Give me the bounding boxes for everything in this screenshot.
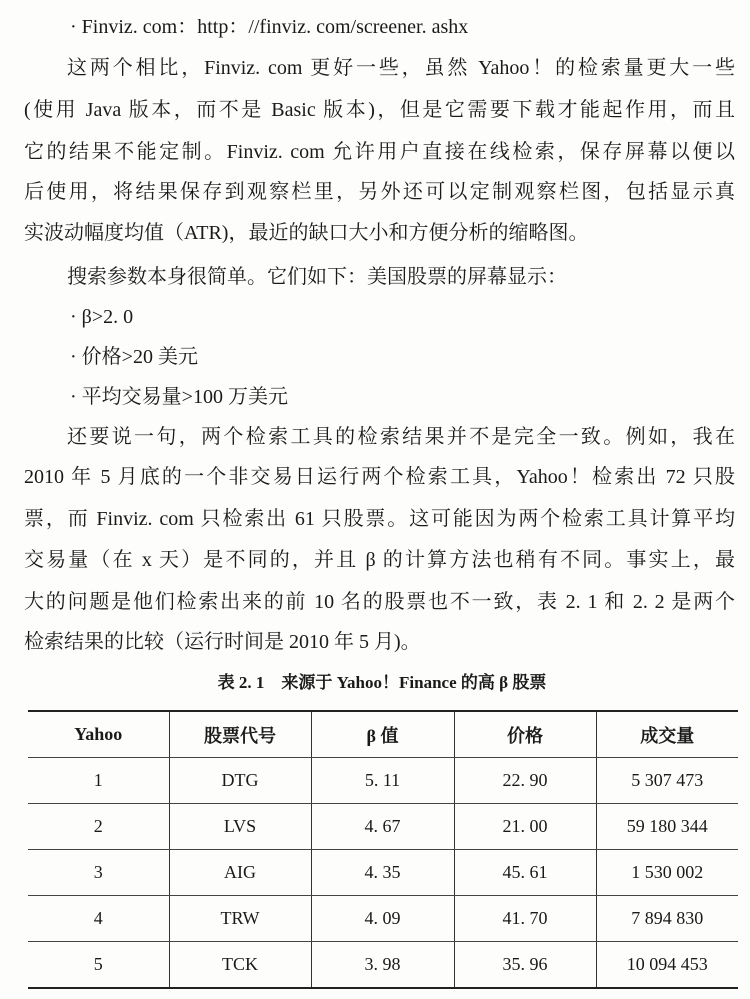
header-yahoo: Yahoo (28, 711, 169, 758)
table-row (28, 758, 738, 804)
cell-volume: 5 307 473 (596, 758, 738, 804)
cell-volume: 1 530 002 (596, 850, 738, 896)
cell-rank: 4 (28, 896, 169, 942)
cell-ticker: AIG (169, 850, 311, 896)
cell-ticker: TCK (169, 942, 311, 989)
cell-beta: 4. 35 (311, 850, 454, 896)
header-ticker: 股票代号 (169, 711, 311, 758)
table-header-row (28, 711, 738, 758)
table-row (28, 850, 738, 896)
table-row (28, 804, 738, 850)
cell-price: 22. 90 (454, 758, 596, 804)
url-bullet: · Finviz. com：http：//finviz. com/screener. ashx (70, 16, 469, 38)
cell-price: 35. 96 (454, 942, 596, 989)
paragraph-line: 2010 年 5 月底的一个非交易日运行两个检索工具，Yahoo！检索出 72 只股 (24, 466, 735, 488)
cell-rank: 3 (28, 850, 169, 896)
cell-beta: 4. 67 (311, 804, 454, 850)
paragraph-line: 实波动幅度均值（ATR)，最近的缺口大小和方便分析的缩略图。 (24, 222, 589, 244)
paragraph-line: (使用 Java 版本，而不是 Basic 版本)，但是它需要下载才能起作用，而且 (24, 99, 735, 121)
table-caption: 表 2. 1 来源于 Yahoo！Finance 的高 β 股票 (217, 673, 547, 692)
cell-rank: 1 (28, 758, 169, 804)
criteria-item: · 平均交易量>100 万美元 (70, 386, 288, 408)
criteria-item: · β>2. 0 (70, 306, 134, 328)
cell-volume: 10 094 453 (596, 942, 738, 989)
table-row (28, 896, 738, 942)
cell-beta: 3. 98 (311, 942, 454, 989)
cell-price: 45. 61 (454, 850, 596, 896)
paragraph-line: 交易量（在 x 天）是不同的，并且 β 的计算方法也稍有不同。事实上，最 (24, 549, 735, 571)
cell-beta: 5. 11 (311, 758, 454, 804)
cell-ticker: LVS (169, 804, 311, 850)
cell-rank: 5 (28, 942, 169, 989)
cell-volume: 7 894 830 (596, 896, 738, 942)
paragraph-line: 还要说一句，两个检索工具的检索结果并不是完全一致。例如，我在 (67, 426, 735, 448)
cell-price: 41. 70 (454, 896, 596, 942)
header-price: 价格 (454, 711, 596, 758)
cell-beta: 4. 09 (311, 896, 454, 942)
criteria-item: · 价格>20 美元 (70, 346, 198, 368)
paragraph-line: 大的问题是他们检索出来的前 10 名的股票也不一致，表 2. 1 和 2. 2 是两个 (24, 591, 735, 613)
header-beta: β 值 (311, 711, 454, 758)
paragraph-line: 这两个相比，Finviz. com 更好一些，虽然 Yahoo！的检索量更大一些 (67, 57, 735, 79)
cell-ticker: DTG (169, 758, 311, 804)
paragraph-line: 搜索参数本身很简单。它们如下：美国股票的屏幕显示： (67, 266, 567, 288)
header-volume: 成交量 (596, 711, 738, 758)
cell-ticker: TRW (169, 896, 311, 942)
cell-volume: 59 180 344 (596, 804, 738, 850)
cell-rank: 2 (28, 804, 169, 850)
table-row (28, 942, 738, 989)
paragraph-line: 后使用，将结果保存到观察栏里，另外还可以定制观察栏图，包括显示真 (24, 181, 735, 203)
paragraph-line: 检索结果的比较（运行时间是 2010 年 5 月)。 (24, 631, 421, 653)
cell-price: 21. 00 (454, 804, 596, 850)
paragraph-line: 它的结果不能定制。Finviz. com 允许用户直接在线检索，保存屏幕以便以 (24, 141, 735, 163)
high-beta-stocks-table (28, 710, 738, 989)
paragraph-line: 票，而 Finviz. com 只检索出 61 只股票。这可能因为两个检索工具计算平均 (24, 508, 735, 530)
